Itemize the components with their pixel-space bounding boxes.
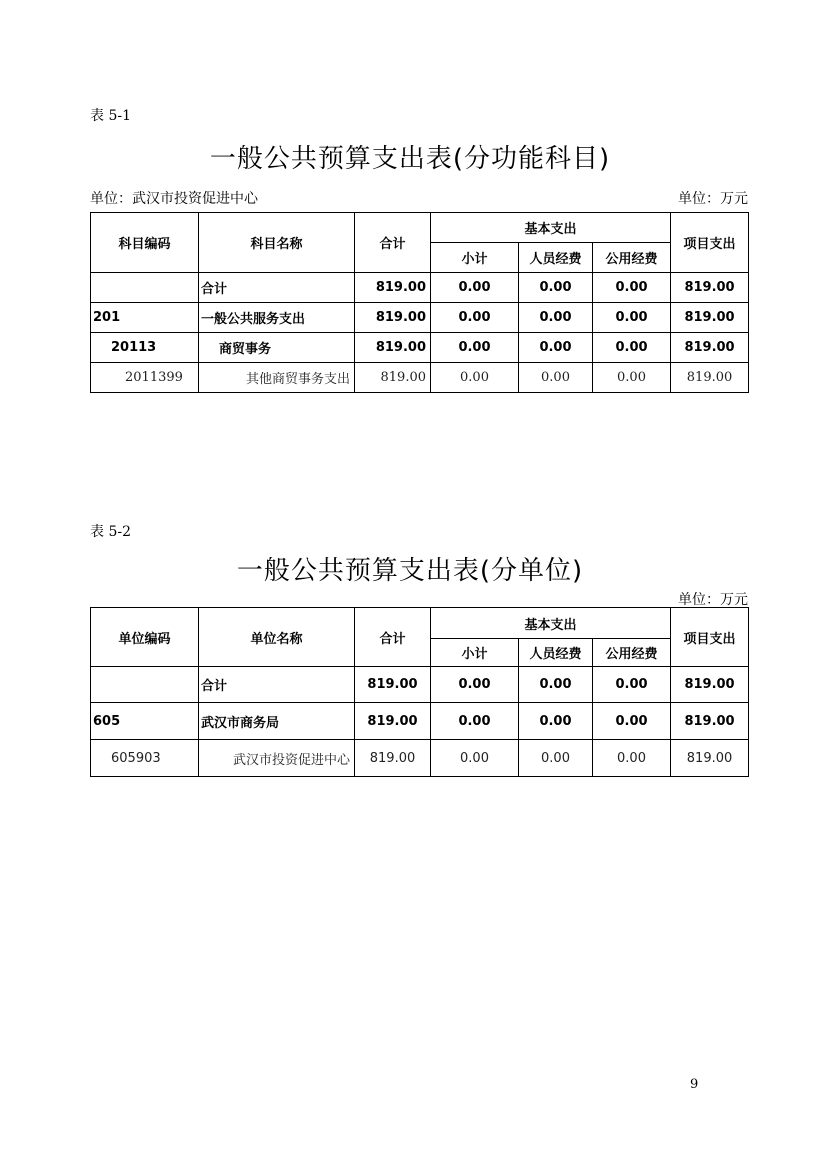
header-basic: 基本支出	[431, 608, 671, 639]
cell-subtotal: 0.00	[431, 303, 519, 333]
cell-subtotal: 0.00	[431, 333, 519, 363]
cell-public: 0.00	[593, 363, 671, 393]
budget-table-by-function	[90, 212, 749, 393]
cell-total: 819.00	[355, 333, 431, 363]
header-subtotal: 小计	[431, 639, 519, 667]
unit-label-right: 单位：万元	[678, 191, 748, 207]
budget-table-by-unit	[90, 607, 749, 777]
cell-public: 0.00	[593, 740, 671, 777]
cell-code: 20113	[91, 333, 199, 363]
cell-subtotal: 0.00	[431, 667, 519, 703]
table-title: 一般公共预算支出表(分单位)	[236, 556, 584, 586]
cell-name: 合计	[199, 667, 355, 703]
cell-code	[91, 273, 199, 303]
cell-public: 0.00	[593, 273, 671, 303]
cell-name: 其他商贸事务支出	[199, 363, 355, 393]
cell-total: 819.00	[355, 303, 431, 333]
cell-subtotal: 0.00	[431, 740, 519, 777]
header-public: 公用经费	[593, 243, 671, 273]
cell-code	[91, 667, 199, 703]
table-label: 表 5-1	[90, 108, 131, 124]
cell-public: 0.00	[593, 333, 671, 363]
cell-subtotal: 0.00	[431, 273, 519, 303]
header-code: 科目编码	[91, 213, 199, 273]
cell-personnel: 0.00	[519, 273, 593, 303]
cell-project: 819.00	[671, 703, 749, 740]
table-row	[91, 740, 749, 777]
unit-label-left: 单位：武汉市投资促进中心	[90, 191, 258, 207]
cell-name: 一般公共服务支出	[199, 303, 355, 333]
header-name: 科目名称	[199, 213, 355, 273]
cell-name: 商贸事务	[199, 333, 355, 363]
cell-personnel: 0.00	[519, 363, 593, 393]
cell-total: 819.00	[355, 667, 431, 703]
cell-public: 0.00	[593, 667, 671, 703]
cell-total: 819.00	[355, 740, 431, 777]
table-row	[91, 703, 749, 740]
cell-code: 2011399	[91, 363, 199, 393]
cell-project: 819.00	[671, 667, 749, 703]
cell-public: 0.00	[593, 303, 671, 333]
table-row	[91, 667, 749, 703]
table-label: 表 5-2	[90, 524, 131, 540]
cell-subtotal: 0.00	[431, 363, 519, 393]
header-total: 合计	[355, 608, 431, 667]
cell-project: 819.00	[671, 273, 749, 303]
page-number: 9	[690, 1077, 699, 1092]
header-personnel: 人员经费	[519, 639, 593, 667]
header-project: 项目支出	[671, 213, 749, 273]
cell-name: 武汉市投资促进中心	[199, 740, 355, 777]
table-row	[91, 333, 749, 363]
cell-code: 201	[91, 303, 199, 333]
cell-personnel: 0.00	[519, 333, 593, 363]
table-title: 一般公共预算支出表(分功能科目)	[209, 144, 611, 174]
cell-code: 605	[91, 703, 199, 740]
header-personnel: 人员经费	[519, 243, 593, 273]
header-basic: 基本支出	[431, 213, 671, 243]
header-name: 单位名称	[199, 608, 355, 667]
cell-name: 武汉市商务局	[199, 703, 355, 740]
cell-personnel: 0.00	[519, 667, 593, 703]
cell-total: 819.00	[355, 703, 431, 740]
cell-subtotal: 0.00	[431, 703, 519, 740]
table-row	[91, 303, 749, 333]
header-code: 单位编码	[91, 608, 199, 667]
table-row	[91, 273, 749, 303]
header-project: 项目支出	[671, 608, 749, 667]
cell-project: 819.00	[671, 363, 749, 393]
header-subtotal: 小计	[431, 243, 519, 273]
cell-total: 819.00	[355, 273, 431, 303]
cell-name: 合计	[199, 273, 355, 303]
cell-personnel: 0.00	[519, 740, 593, 777]
header-total: 合计	[355, 213, 431, 273]
table-row	[91, 363, 749, 393]
cell-public: 0.00	[593, 703, 671, 740]
cell-personnel: 0.00	[519, 303, 593, 333]
unit-label-right: 单位：万元	[678, 592, 748, 608]
cell-total: 819.00	[355, 363, 431, 393]
cell-project: 819.00	[671, 740, 749, 777]
cell-project: 819.00	[671, 333, 749, 363]
cell-personnel: 0.00	[519, 703, 593, 740]
header-public: 公用经费	[593, 639, 671, 667]
cell-project: 819.00	[671, 303, 749, 333]
cell-code: 605903	[91, 740, 199, 777]
